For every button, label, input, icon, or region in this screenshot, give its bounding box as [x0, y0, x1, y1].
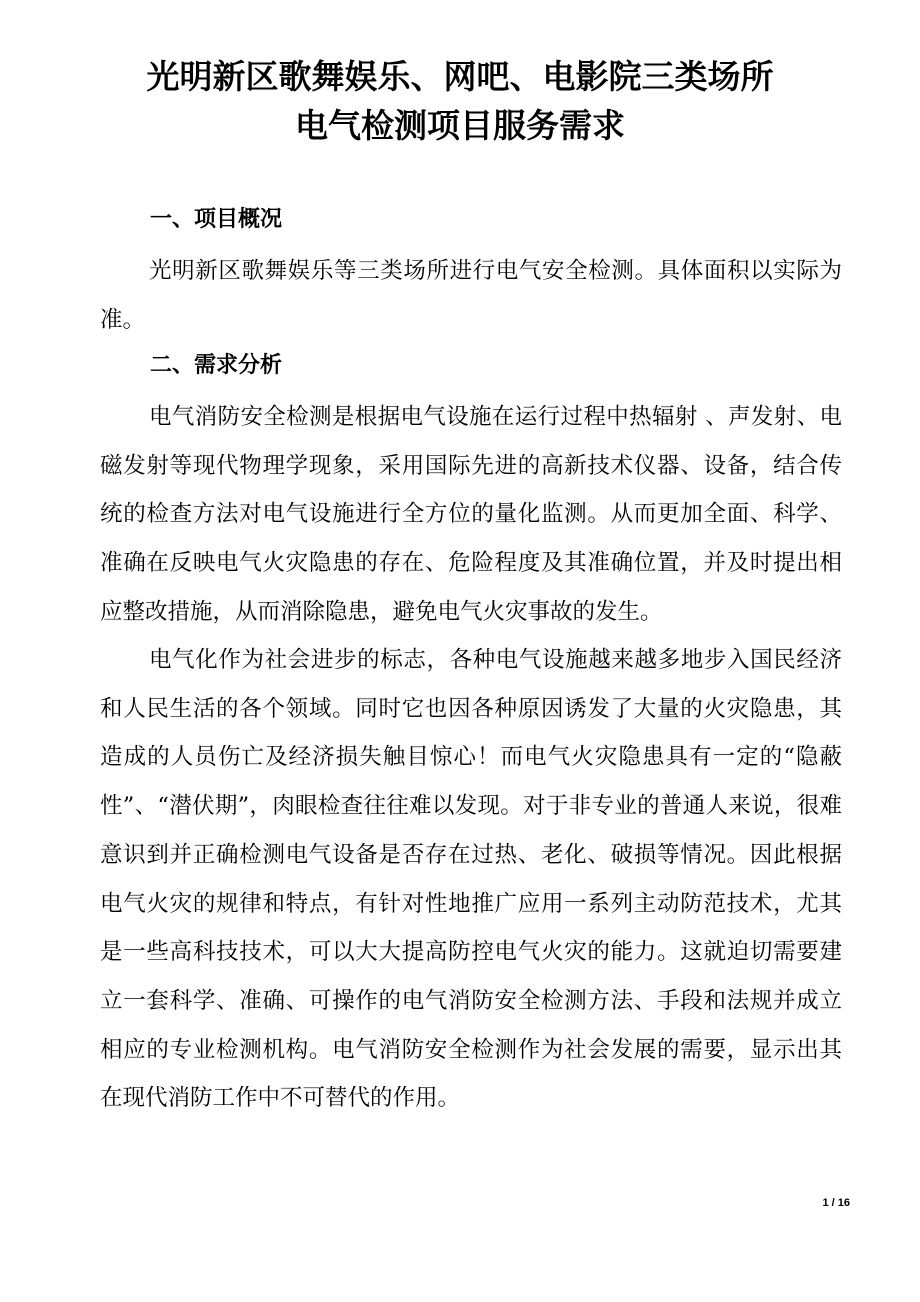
section-heading-analysis: 二、需求分析: [150, 353, 283, 378]
section-heading-overview: 一、项目概况: [150, 207, 283, 232]
document-title-line-2: 电气检测项目服务需求: [295, 106, 625, 145]
page-number: 1 / 16: [822, 1197, 850, 1209]
analysis-paragraph-2: 电气化作为社会进步的标志，各种电气设施越来越多地步入国民经济和人民生活的各个领域。同时它也因各种原因诱发了大量的火灾隐患，其造成的人员伤亡及经济损失触目惊心！而电气火灾隐患具有一定的“隐蔽性”、“潜伏期”，肉眼检查往往难以发现。对于非专业的普通人来说，很难意识到并正确检测电气设备是否存在过热、老化、破损等情况。因此根据电气火灾的规律和特点，有针对性地推广应用一系列主动防范技术，尤其是一些高科技技术，可以大大提高防控电气火灾的能力。这就迫切需要建立一套科学、准确、可操作的电气消防安全检测方法、手段和法规并成立相应的专业检测机构。电气消防安全检测作为社会发展的需要，显示出其在现代消防工作中不可替代的作用。: [100, 647, 842, 1112]
document-title-line-1: 光明新区歌舞娱乐、网吧、电影院三类场所: [146, 57, 774, 96]
analysis-paragraph-1: 电气消防安全检测是根据电气设施在运行过程中热辐射 、声发射、电磁发射等现代物理学现象，采用国际先进的高新技术仪器、设备，结合传统的检查方法对电气设施进行全方位的量化监测。从而更加全面、科学、准确在反映电气火灾隐患的存在、危险程度及其准确位置，并及时提出相应整改措施，从而消除隐患，避免电气火灾事故的发生。: [100, 404, 842, 625]
overview-paragraph: 光明新区歌舞娱乐等三类场所进行电气安全检测。具体面积以实际为准。: [100, 258, 842, 333]
